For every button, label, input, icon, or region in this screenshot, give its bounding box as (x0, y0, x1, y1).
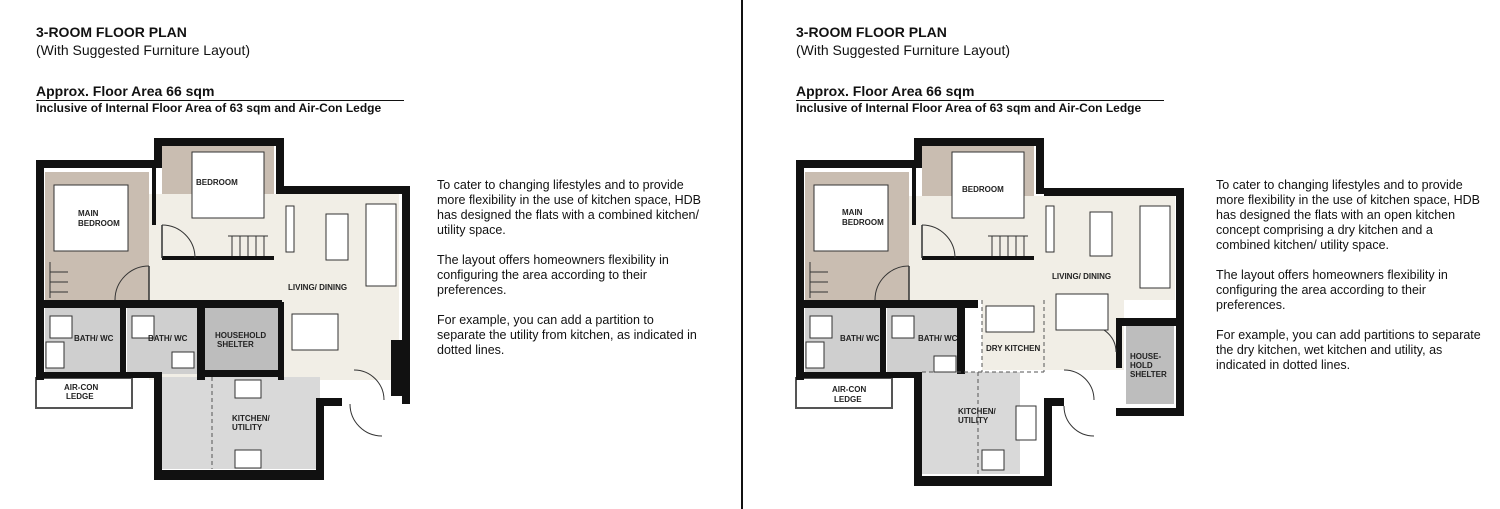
main-bedroom-label: MAIN (78, 209, 99, 218)
dry-kitchen-label: DRY KITCHEN (986, 344, 1041, 353)
plan-subtitle: (With Suggested Furniture Layout) (796, 42, 1010, 58)
floor-plan-panel-left (0, 0, 740, 509)
kitchen-utility-label-2: UTILITY (232, 423, 263, 432)
household-shelter-label-2: SHELTER (217, 340, 254, 349)
description-paragraph: To cater to changing lifestyles and to provide more flexibility in the use of kitchen space, HDB has designed the flats with an open kitchen concept comprising a dry kitchen and a combined kitchen/ utility space. (1216, 178, 1481, 252)
plan-description (1216, 178, 1481, 388)
bath-1-label: BATH/ WC (840, 334, 880, 343)
main-bedroom-label-2: BEDROOM (78, 219, 120, 228)
main-bedroom-label: MAIN (842, 208, 863, 217)
aircon-ledge-label: AIR-CON (832, 385, 867, 394)
living-dining-label: LIVING/ DINING (288, 283, 348, 292)
bedroom-label: BEDROOM (962, 185, 1004, 194)
bath-2-label: BATH/ WC (148, 334, 188, 343)
description-paragraph: The layout offers homeowners flexibility in configuring the area according to their preferences. (437, 253, 669, 297)
panel-divider (741, 0, 743, 509)
household-shelter-label: HOUSE- (1130, 352, 1162, 361)
description-paragraph: For example, you can add partitions to separate the dry kitchen, wet kitchen and utility, as indicated in dotted lines. (1216, 328, 1481, 372)
floor-area-note: Inclusive of Internal Floor Area of 63 sqm and Air-Con Ledge (796, 101, 1142, 115)
floor-area-heading: Approx. Floor Area 66 sqm (36, 83, 404, 101)
aircon-ledge-label-2: LEDGE (834, 395, 862, 404)
kitchen-utility-label-2: UTILITY (958, 416, 989, 425)
description-paragraph: The layout offers homeowners flexibility in configuring the area according to their preferences. (1216, 268, 1448, 312)
plan-description (437, 178, 702, 373)
description-paragraph: For example, you can add a partition to separate the utility from kitchen, as indicated in dotted lines. (437, 313, 697, 357)
floor-plan-panel-right (760, 0, 1500, 509)
aircon-ledge-label: AIR-CON (64, 383, 99, 392)
household-shelter-label: HOUSEHOLD (215, 331, 267, 340)
bath-2-label: BATH/ WC (918, 334, 958, 343)
main-bedroom-label-2: BEDROOM (842, 218, 884, 227)
kitchen-utility-label: KITCHEN/ (232, 414, 270, 423)
bedroom-label: BEDROOM (196, 178, 238, 187)
floor-area-note: Inclusive of Internal Floor Area of 63 sqm and Air-Con Ledge (36, 101, 382, 115)
floor-area-heading: Approx. Floor Area 66 sqm (796, 83, 1164, 101)
bath-1-label: BATH/ WC (74, 334, 114, 343)
household-shelter-label-3: SHELTER (1130, 370, 1167, 379)
plan-subtitle: (With Suggested Furniture Layout) (36, 42, 250, 58)
aircon-ledge-label-2: LEDGE (66, 392, 94, 401)
household-shelter-label-2: HOLD (1130, 361, 1153, 370)
plan-title: 3-ROOM FLOOR PLAN (36, 24, 187, 40)
plan-title: 3-ROOM FLOOR PLAN (796, 24, 947, 40)
kitchen-utility-label: KITCHEN/ (958, 407, 996, 416)
description-paragraph: To cater to changing lifestyles and to provide more flexibility in the use of kitchen space, HDB has designed the flats with a combined kitchen/ utility space. (437, 178, 702, 237)
living-dining-label: LIVING/ DINING (1052, 272, 1112, 281)
